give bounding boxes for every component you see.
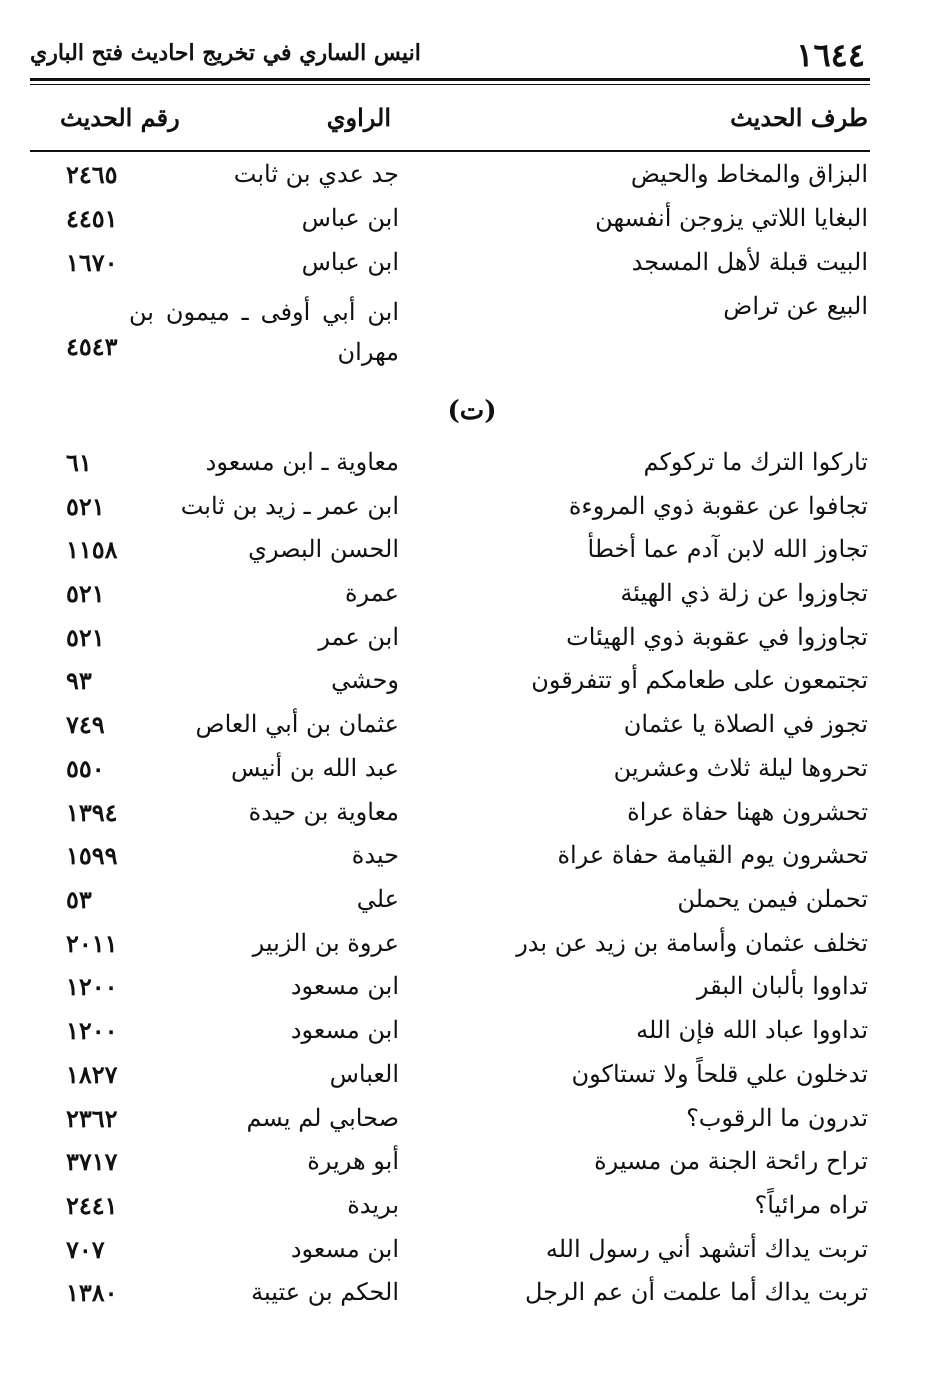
hadith-rawi: عبد الله بن أنيس [231, 754, 399, 782]
hadith-rawi: الحسن البصري [248, 535, 399, 563]
hadith-tarf: تدرون ما الرقوب؟ [686, 1104, 868, 1132]
hadith-rawi: حيدة [351, 841, 399, 869]
hadith-tarf: تدخلون علي قلحاً ولا تستاكون [571, 1060, 868, 1088]
hadith-rawi: ابن مسعود [290, 1235, 399, 1263]
hadith-rawi: ابن عباس [301, 248, 399, 276]
hadith-rawi: جد عدي بن ثابت [233, 160, 399, 188]
hadith-tarf: تخلف عثمان وأسامة بن زيد عن بدر [516, 929, 868, 957]
column-header-rawi: الراوي [326, 103, 391, 132]
hadith-tarf: البغايا اللاتي يزوجن أنفسهن [595, 204, 868, 232]
hadith-tarf: تداووا بألبان البقر [696, 972, 868, 1000]
hadith-tarf: تحملن فيمن يحملن [677, 885, 868, 913]
hadith-tarf: تداووا عباد الله فإن الله [636, 1016, 868, 1044]
hadith-tarf: البيع عن تراض [723, 292, 868, 320]
hadith-rawi: ابن عمر ـ زيد بن ثابت [180, 492, 399, 520]
hadith-tarf: تجاوز الله لابن آدم عما أخطأ [587, 535, 868, 563]
hadith-tarf: تراح رائحة الجنة من مسيرة [594, 1147, 868, 1175]
table-row [0, 666, 944, 710]
hadith-rawi: بريدة [347, 1191, 399, 1219]
hadith-number: ٢٣٦٢ [66, 1104, 118, 1133]
hadith-tarf: البيت قبلة لأهل المسجد [631, 248, 868, 276]
hadith-rawi: عمرة [344, 579, 399, 607]
hadith-rawi: ابن عمر [318, 623, 399, 651]
hadith-rawi: معاوية بن حيدة [248, 798, 399, 826]
table-row [0, 798, 944, 842]
header-rule-thin [30, 84, 870, 85]
table-row [0, 929, 944, 973]
table-row [0, 492, 944, 536]
hadith-number: ١٣٨٠ [66, 1278, 118, 1307]
hadith-rawi: ابن مسعود [290, 972, 399, 1000]
hadith-number: ٥٢١ [66, 579, 105, 608]
hadith-number: ٧٠٧ [66, 1235, 105, 1264]
hadith-tarf: تحروها ليلة ثلاث وعشرين [613, 754, 868, 782]
hadith-rawi: علي [356, 885, 399, 913]
hadith-number: ٥٢١ [66, 492, 105, 521]
table-row [0, 248, 944, 292]
hadith-rawi: الحكم بن عتيبة [251, 1278, 399, 1306]
section-letter: (ت) [447, 396, 497, 426]
hadith-number: ٥٣ [66, 885, 92, 914]
table-row [0, 972, 944, 1016]
hadith-number: ٥٢١ [66, 623, 105, 652]
table-row [0, 1016, 944, 1060]
table-row [0, 1147, 944, 1191]
hadith-tarf: تاركوا الترك ما تركوكم [643, 448, 868, 476]
hadith-number: ٢٤٦٥ [66, 160, 118, 189]
hadith-rawi: ابن أبي أوفى ـ ميمون بن مهران [129, 298, 399, 366]
hadith-rawi: معاوية ـ ابن مسعود [205, 448, 399, 476]
hadith-tarf: تربت يداك أما علمت أن عم الرجل [524, 1278, 868, 1306]
header-rule [30, 78, 870, 81]
hadith-tarf: تجاوزوا عن زلة ذي الهيئة [620, 579, 868, 607]
hadith-number: ١٢٠٠ [66, 972, 118, 1001]
hadith-number: ٧٤٩ [66, 710, 105, 739]
column-header-raqm: رقم الحديث [60, 103, 180, 132]
hadith-number: ٢٠١١ [66, 929, 118, 958]
hadith-rawi: ابن عباس [301, 204, 399, 232]
hadith-rawi: أبو هريرة [307, 1147, 399, 1175]
table-row [0, 448, 944, 492]
hadith-number: ١٨٢٧ [66, 1060, 118, 1089]
hadith-tarf: تجوز في الصلاة يا عثمان [623, 710, 868, 738]
hadith-number: ٩٣ [66, 666, 92, 695]
hadith-tarf: تحشرون يوم القيامة حفاة عراة [557, 841, 868, 869]
table-row [0, 292, 944, 376]
hadith-rawi: صحابي لم يسم [246, 1104, 399, 1132]
hadith-number: ١٢٠٠ [66, 1016, 118, 1045]
table-row [0, 1278, 944, 1322]
table-row [0, 1191, 944, 1235]
hadith-rawi: العباس [329, 1060, 399, 1088]
table-row [0, 579, 944, 623]
hadith-tarf: تجافوا عن عقوبة ذوي المروءة [568, 492, 868, 520]
hadith-tarf: تربت يداك أتشهد أني رسول الله [545, 1235, 868, 1263]
hadith-tarf: تجاوزوا في عقوبة ذوي الهيئات [566, 623, 868, 651]
hadith-number: ٤٤٥١ [66, 204, 118, 233]
table-row [0, 1060, 944, 1104]
hadith-number: ٤٥٤٣ [66, 332, 118, 361]
table-row [0, 1235, 944, 1279]
table-row [0, 535, 944, 579]
hadith-tarf: تراه مرائياً؟ [754, 1191, 868, 1219]
hadith-rawi: ابن مسعود [290, 1016, 399, 1044]
table-row [0, 623, 944, 667]
hadith-number: ٦١ [66, 448, 92, 477]
hadith-rawi: عثمان بن أبي العاص [195, 710, 399, 738]
table-row [0, 754, 944, 798]
hadith-tarf: تحشرون ههنا حفاة عراة [627, 798, 868, 826]
hadith-rawi: عروة بن الزبير [252, 929, 399, 957]
hadith-tarf: تجتمعون على طعامكم أو تتفرقون [531, 666, 868, 694]
hadith-number: ١٥٩٩ [66, 841, 118, 870]
book-title: انيس الساري في تخريج احاديث فتح الباري [30, 40, 421, 66]
column-header-tarf: طرف الحديث [730, 103, 868, 132]
hadith-number: ١٦٧٠ [66, 248, 118, 277]
hadith-number: ٣٧١٧ [66, 1147, 118, 1176]
table-row [0, 710, 944, 754]
hadith-number: ١٣٩٤ [66, 798, 118, 827]
hadith-tarf: البزاق والمخاط والحيض [630, 160, 868, 188]
page-header [30, 32, 875, 80]
page-number: ١٦٤٤ [796, 36, 865, 74]
hadith-rawi: وحشي [331, 666, 399, 694]
table-row [0, 204, 944, 248]
hadith-number: ١١٥٨ [66, 535, 118, 564]
table-row [0, 885, 944, 929]
column-header-rule [30, 150, 870, 152]
table-row [0, 1104, 944, 1148]
hadith-number: ٥٥٠ [66, 754, 105, 783]
table-row [0, 841, 944, 885]
hadith-number: ٢٤٤١ [66, 1191, 118, 1220]
table-row [0, 160, 944, 204]
